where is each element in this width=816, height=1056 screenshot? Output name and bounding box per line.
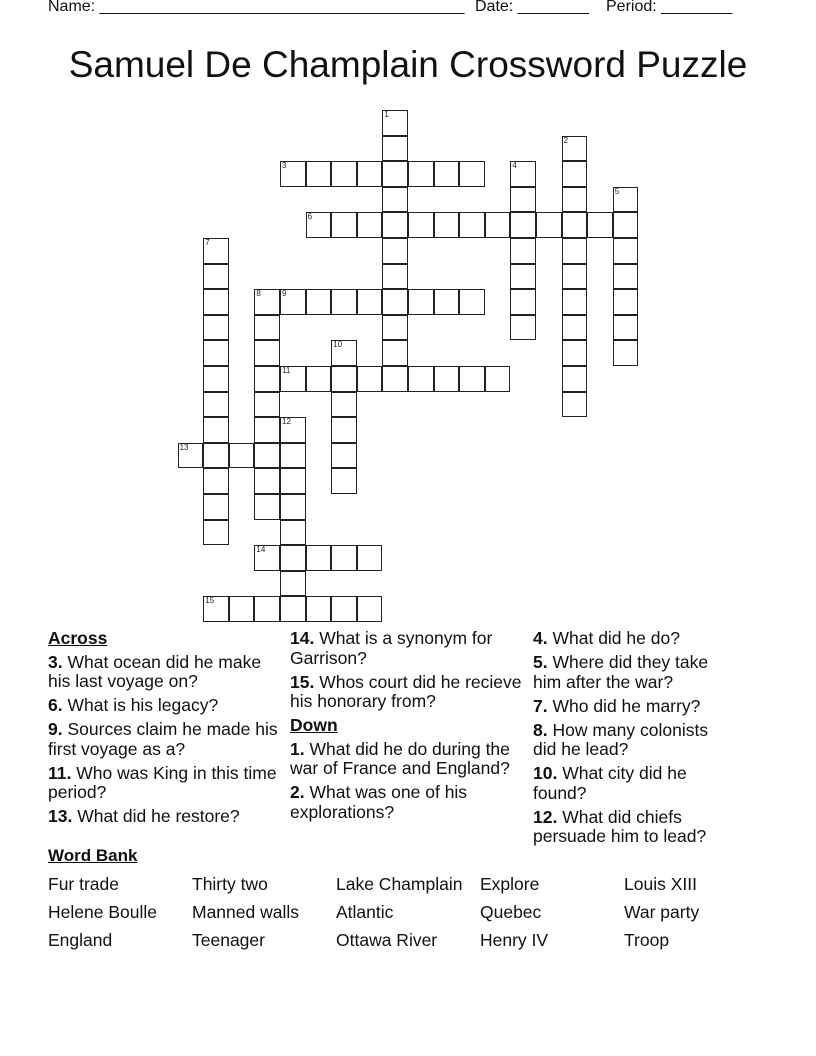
clue-across-14: 14. What is a synonym for Garrison? [290, 628, 493, 668]
word-bank-item: War party [624, 902, 700, 922]
word-bank-item: England [48, 930, 113, 950]
clue-across-6: 6. What is his legacy? [48, 695, 219, 715]
clue-down-1: 1. What did he do during the war of France and England? [290, 738, 510, 778]
word-bank-item: Lake Champlain [336, 874, 463, 894]
crossword-cell[interactable] [459, 212, 485, 238]
crossword-cell[interactable] [203, 340, 229, 366]
crossword-cell[interactable] [331, 596, 357, 622]
crossword-cell[interactable] [331, 468, 357, 494]
crossword-cell[interactable] [459, 366, 485, 392]
crossword-cell[interactable] [536, 212, 562, 238]
crossword-cell[interactable] [280, 494, 306, 520]
crossword-cell[interactable] [510, 264, 536, 290]
crossword-cell[interactable] [203, 596, 229, 622]
crossword-cell[interactable] [562, 366, 588, 392]
crossword-cell[interactable] [357, 161, 383, 187]
crossword-cell[interactable] [613, 289, 639, 315]
crossword-cell[interactable] [510, 315, 536, 341]
crossword-cell[interactable] [203, 264, 229, 290]
crossword-cell[interactable] [382, 161, 408, 187]
word-bank-item: Teenager [192, 930, 265, 950]
crossword-cell[interactable] [229, 443, 255, 469]
crossword-cell[interactable] [382, 238, 408, 264]
crossword-cell[interactable] [357, 289, 383, 315]
across-heading: Across [48, 628, 108, 648]
crossword-cell[interactable] [306, 545, 332, 571]
crossword-cell[interactable] [254, 366, 280, 392]
crossword-cell[interactable] [382, 110, 408, 136]
crossword-cell[interactable] [434, 366, 460, 392]
word-bank-item: Thirty two [192, 874, 268, 894]
clue-across-15: 15. Whos court did he recieve his honorary from? [290, 671, 522, 711]
crossword-cell[interactable] [280, 596, 306, 622]
crossword-cell[interactable] [382, 315, 408, 341]
crossword-cell[interactable] [203, 468, 229, 494]
crossword-cell[interactable] [562, 136, 588, 162]
crossword-cell[interactable] [613, 212, 639, 238]
word-bank-item: Helene Boulle [48, 902, 157, 922]
crossword-cell[interactable] [382, 366, 408, 392]
crossword-cell[interactable] [306, 212, 332, 238]
crossword-cell[interactable] [203, 417, 229, 443]
crossword-cell[interactable] [613, 315, 639, 341]
clue-across-11: 11. Who was King in this time period? [48, 762, 277, 802]
crossword-cell[interactable] [562, 187, 588, 213]
crossword-cell[interactable] [331, 289, 357, 315]
crossword-cell[interactable] [280, 417, 306, 443]
crossword-cell[interactable] [306, 366, 332, 392]
clue-down-4: 4. What did he do? [533, 628, 680, 648]
crossword-cell[interactable] [280, 571, 306, 597]
crossword-cell[interactable] [613, 340, 639, 366]
crossword-cell[interactable] [280, 366, 306, 392]
crossword-cell[interactable] [203, 366, 229, 392]
clue-number: 5 [614, 186, 620, 196]
crossword-cell[interactable] [562, 238, 588, 264]
crossword-cell[interactable] [229, 596, 255, 622]
crossword-cell[interactable] [382, 264, 408, 290]
word-bank-item: Atlantic [336, 902, 394, 922]
crossword-cell[interactable] [562, 161, 588, 187]
word-bank-item: Quebec [480, 902, 542, 922]
clue-number: 13 [179, 442, 189, 452]
clue-down-7: 7. Who did he marry? [533, 695, 701, 716]
crossword-cell[interactable] [331, 417, 357, 443]
crossword-cell[interactable] [510, 161, 536, 187]
crossword-cell[interactable] [331, 545, 357, 571]
crossword-cell[interactable] [203, 289, 229, 315]
crossword-cell[interactable] [331, 392, 357, 418]
clue-number: 12 [282, 417, 291, 427]
crossword-cell[interactable] [254, 468, 280, 494]
crossword-cell[interactable] [203, 520, 229, 546]
crossword-cell[interactable] [408, 212, 434, 238]
crossword-cell[interactable] [280, 161, 306, 187]
crossword-cell[interactable] [280, 443, 306, 469]
crossword-cell[interactable] [434, 161, 460, 187]
clue-down-12: 12. What did chiefs persuade him to lead? [533, 806, 707, 846]
crossword-cell[interactable] [510, 187, 536, 213]
crossword-cell[interactable] [382, 187, 408, 213]
crossword-cell[interactable] [459, 289, 485, 315]
crossword-cell[interactable] [331, 212, 357, 238]
clue-number: 7 [205, 238, 210, 247]
crossword-cell[interactable] [510, 212, 536, 238]
crossword-cell[interactable] [562, 340, 588, 366]
name-field-label: Name: _________________________________________ [48, 0, 465, 15]
crossword-cell[interactable] [562, 289, 588, 315]
clue-across-9: 9. Sources claim he made his first voyage as a? [48, 719, 278, 759]
crossword-cell[interactable] [254, 545, 280, 571]
clue-down-8: 8. How many colonists did he lead? [533, 719, 709, 759]
crossword-cell[interactable] [254, 289, 280, 315]
word-bank-item: Fur trade [48, 874, 119, 894]
clue-number: 3 [282, 161, 287, 171]
clue-number: 15 [205, 596, 215, 606]
crossword-cell[interactable] [254, 417, 280, 443]
crossword-cell[interactable] [562, 315, 588, 341]
clue-number: 1 [384, 110, 389, 119]
crossword-cell[interactable] [280, 468, 306, 494]
crossword-cell[interactable] [434, 212, 460, 238]
crossword-cell[interactable] [587, 212, 613, 238]
crossword-cell[interactable] [408, 289, 434, 315]
page-title: Samuel De Champlain Crossword Puzzle [68, 44, 748, 85]
crossword-cell[interactable] [203, 494, 229, 520]
crossword-cell[interactable] [331, 443, 357, 469]
crossword-cell[interactable] [613, 187, 639, 213]
clue-across-3: 3. What ocean did he make his last voyage on? [48, 651, 262, 691]
clue-down-2: 2. What was one of his explorations? [290, 782, 468, 822]
crossword-cell[interactable] [254, 340, 280, 366]
crossword-cell[interactable] [459, 161, 485, 187]
clue-down-5: 5. Where did they take him after the war? [533, 652, 709, 692]
crossword-cell[interactable] [203, 238, 229, 264]
period-field-label: Period: ________ [606, 0, 733, 15]
crossword-cell[interactable] [485, 366, 511, 392]
crossword-cell[interactable] [203, 315, 229, 341]
crossword-cell[interactable] [254, 315, 280, 341]
down-heading: Down [290, 715, 338, 735]
clues-column-2 [290, 629, 522, 827]
crossword-cell[interactable] [306, 596, 332, 622]
crossword-cell[interactable] [254, 494, 280, 520]
word-bank-item: Troop [624, 930, 670, 950]
crossword-cell[interactable] [562, 392, 588, 418]
crossword-cell[interactable] [254, 392, 280, 418]
clue-down-10: 10. What city did he found? [533, 763, 687, 803]
crossword-cell[interactable] [331, 161, 357, 187]
crossword-cell[interactable] [254, 596, 280, 622]
crossword-cell[interactable] [357, 366, 383, 392]
crossword-cell[interactable] [280, 289, 306, 315]
date-field-label: Date: ________ [475, 0, 589, 15]
clue-number: 14 [256, 545, 266, 555]
crossword-cell[interactable] [434, 289, 460, 315]
clue-number: 9 [282, 289, 287, 299]
crossword-cell[interactable] [408, 161, 434, 187]
crossword-cell[interactable] [382, 136, 408, 162]
crossword-cell[interactable] [485, 212, 511, 238]
crossword-cell[interactable] [510, 238, 536, 264]
crossword-cell[interactable] [203, 443, 229, 469]
clue-number: 4 [512, 161, 517, 171]
crossword-cell[interactable] [382, 289, 408, 315]
crossword-cell[interactable] [178, 443, 204, 469]
word-bank-item: Explore [480, 874, 540, 894]
clue-number: 11 [282, 366, 291, 375]
crossword-cell[interactable] [331, 366, 357, 392]
crossword-cell[interactable] [280, 545, 306, 571]
crossword-cell[interactable] [254, 443, 280, 469]
crossword-cell[interactable] [357, 212, 383, 238]
clue-across-13: 13. What did he restore? [48, 806, 240, 826]
crossword-cell[interactable] [357, 545, 383, 571]
clue-number: 2 [563, 135, 569, 145]
crossword-cell[interactable] [408, 366, 434, 392]
crossword-cell[interactable] [510, 289, 536, 315]
word-bank-item: Ottawa River [336, 930, 438, 950]
crossword-cell[interactable] [562, 264, 588, 290]
clue-number: 6 [307, 212, 313, 222]
crossword-cell[interactable] [203, 392, 229, 418]
crossword-cell[interactable] [357, 596, 383, 622]
word-bank-item: Manned walls [192, 902, 299, 922]
crossword-cell[interactable] [613, 238, 639, 264]
clues-column-3 [533, 629, 733, 851]
clue-number: 10 [333, 340, 343, 350]
crossword-cell[interactable] [382, 212, 408, 238]
word-bank-title: Word Bank [48, 846, 138, 865]
crossword-cell[interactable] [562, 212, 588, 238]
clue-number: 8 [256, 289, 261, 299]
crossword-cell[interactable] [280, 520, 306, 546]
word-bank-item: Louis XIII [624, 874, 697, 894]
crossword-cell[interactable] [382, 340, 408, 366]
crossword-cell[interactable] [331, 340, 357, 366]
crossword-cell[interactable] [306, 289, 332, 315]
clues-column-1 [48, 629, 280, 831]
word-bank-item: Henry IV [480, 930, 549, 950]
crossword-cell[interactable] [306, 161, 332, 187]
crossword-cell[interactable] [613, 264, 639, 290]
